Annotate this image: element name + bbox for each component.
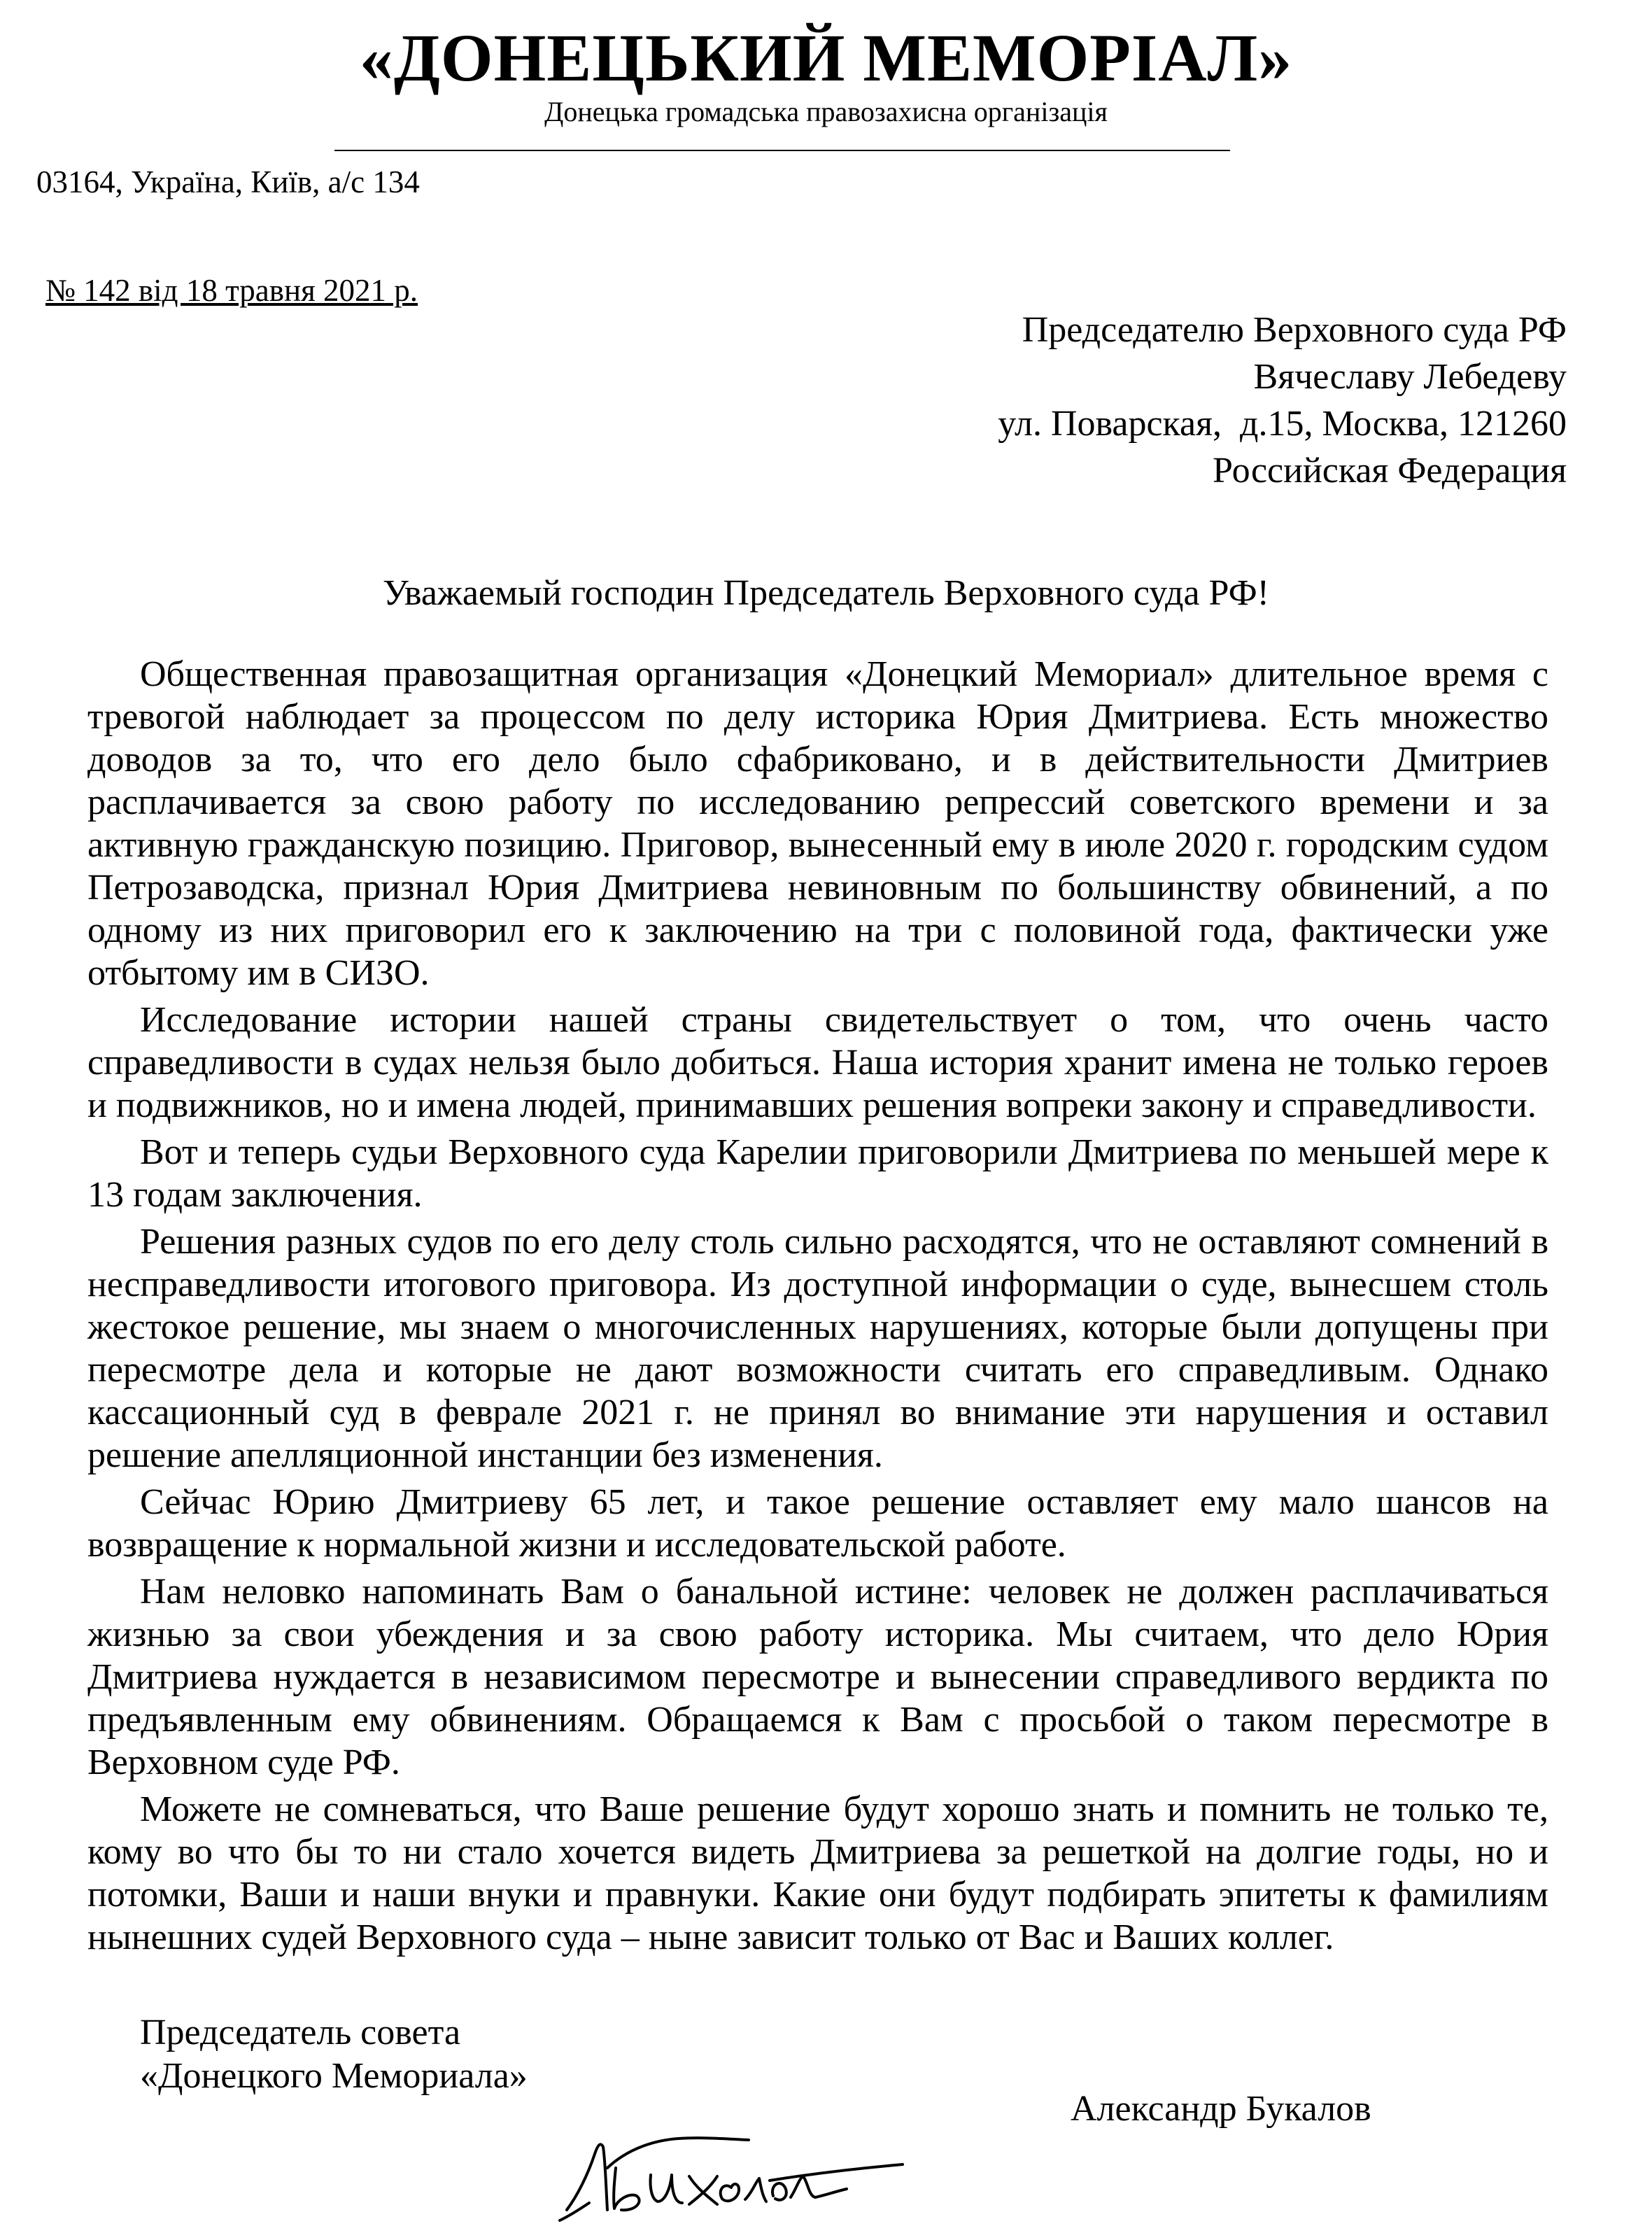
signer-title-line: «Донецкого Мемориала» [140, 2056, 528, 2096]
letter-reference-number: № 142 від 18 травня 2021 р. [45, 273, 418, 308]
body-paragraph: Исследование истории нашей страны свидетельствует о том, что очень часто справедливости в судах нельзя было добиться. Наша история хранит имена не только героев и подвижников, но и имена людей, принимавших решения вопреки закону и справедливости. [87, 1000, 1548, 1125]
organization-subtitle: Донецька громадська правозахисна організація [544, 96, 1108, 127]
body-paragraph: Нам неловко напоминать Вам о банальной истине: человек не должен расплачиваться жизнью за свои убеждения и за свою работу историка. Мы считаем, что дело Юрия Дмитриева нуждается в независимом пересмотре и вынесении справедливого вердикта по предъявленным ему обвинениям. Обращаемся к Вам с просьбой о таком пересмотре в Верховном суде РФ. [87, 1572, 1548, 1782]
body-paragraph: Вот и теперь судьи Верховного суда Карелии приговорили Дмитриева по меньшей мере к 13 годам заключения. [87, 1132, 1548, 1215]
handwritten-signature [539, 2126, 959, 2231]
recipient-line: ул. Поварская, д.15, Москва, 121260 [998, 404, 1567, 444]
body-paragraph: Можете не сомневаться, что Ваше решение будут хорошо знать и помнить не только те, кому во что бы то ни стало хочется видеть Дмитриева за решеткой на долгие годы, но и потомки, Ваши и наши внуки и правнуки. Какие они будут подбирать эпитеты к фамилиям нынешних судей Верховного суда – ныне зависит только от Вас и Ваших коллег. [87, 1789, 1548, 1957]
signer-title-line: Председатель совета [140, 2013, 461, 2052]
organization-title: «ДОНЕЦЬКИЙ МЕМОРІАЛ» [359, 20, 1293, 95]
salutation: Уважаемый господин Председатель Верховного суда РФ! [383, 573, 1269, 613]
recipient-line: Российская Федерация [1213, 451, 1567, 491]
header-divider [334, 150, 1230, 151]
recipient-block [998, 307, 1567, 494]
signer-name: Александр Букалов [1071, 2089, 1371, 2129]
signer-title [140, 2011, 528, 2098]
recipient-line: Вячеславу Лебедеву [1253, 357, 1567, 397]
organization-address: 03164, Україна, Київ, а/с 134 [36, 164, 420, 199]
body-paragraph: Сейчас Юрию Дмитриеву 65 лет, и такое решение оставляет ему мало шансов на возвращение к нормальной жизни и исследовательской работе. [87, 1482, 1548, 1565]
letter-body [87, 653, 1548, 1963]
body-paragraph: Решения разных судов по его делу столь сильно расходятся, что не оставляют сомнений в несправедливости итогового приговора. Из доступной информации о суде, вынесшем столь жестокое решение, мы знаем о многочисленных нарушениях, которые были допущены при пересмотре дела и которые не дают возможности считать его справедливым. Однако кассационный суд в феврале 2021 г. не принял во внимание эти нарушения и оставил решение апелляционной инстанции без изменения. [87, 1222, 1548, 1475]
recipient-line: Председателю Верховного суда РФ [1022, 310, 1567, 350]
body-paragraph: Общественная правозащитная организация «Донецкий Мемориал» длительное время с тревогой наблюдает за процессом по делу историка Юрия Дмитриева. Есть множество доводов за то, что его дело было сфабриковано, и в действительности Дмитриев расплачивается за свою работу по исследованию репрессий советского времени и за активную гражданскую позицию. Приговор, вынесенный ему в июле 2020 г. городским судом Петрозаводска, признал Юрия Дмитриева невиновным по большинству обвинений, а по одному из них приговорил его к заключению на три с половиной года, фактически уже отбытому им в СИЗО. [87, 654, 1548, 993]
